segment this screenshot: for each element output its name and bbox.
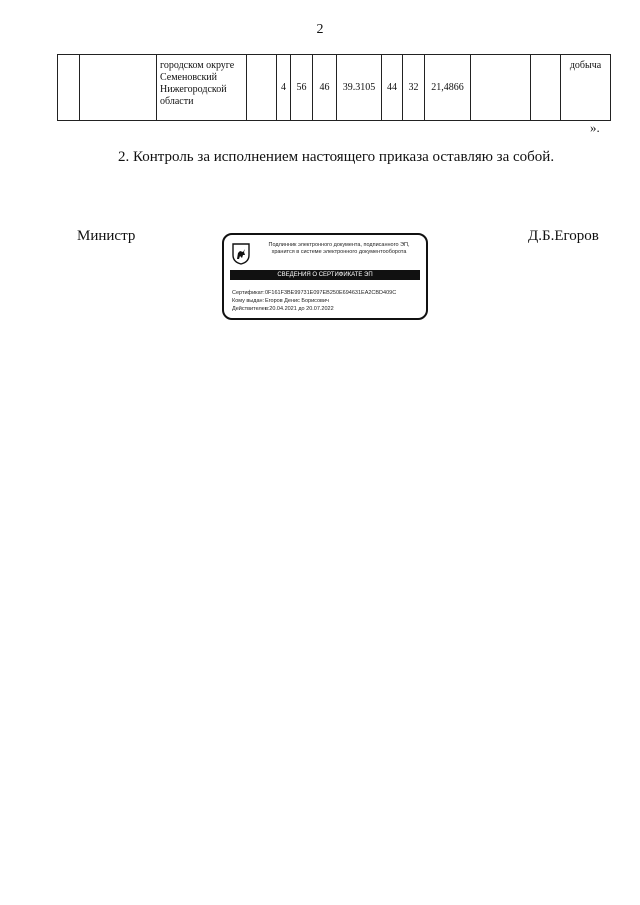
- ep-cert-value: 0F161F3BE99731E097EB250E694631EA2CBD409C: [265, 290, 397, 296]
- table-cell-empty: [471, 55, 531, 121]
- ep-cert-label: Сертификат:: [232, 290, 265, 296]
- page-number: 2: [316, 22, 324, 37]
- table-cell-district: [157, 55, 247, 121]
- ep-notice-line: Подлинник электронного документа, подписанного ЭП,: [268, 242, 410, 248]
- table-row: [58, 55, 611, 121]
- ep-certificate-line: [232, 290, 396, 297]
- table-cell-value: 39.3105: [337, 55, 382, 121]
- table-cell-note: добыча: [561, 55, 611, 121]
- ep-valid-label: Действителен:: [232, 306, 270, 312]
- table-cell-empty: [80, 55, 157, 121]
- table-cell-value: 46: [313, 55, 337, 121]
- e-signature-stamp: [222, 233, 428, 320]
- ep-issued-label: Кому выдан:: [232, 298, 265, 304]
- table-cell-empty: [531, 55, 561, 121]
- paragraph-2: 2. Контроль за исполнением настоящего приказа оставляю за собой.: [118, 149, 555, 165]
- ep-valid-value: с 20.04.2021 до 20.07.2022: [265, 306, 334, 312]
- district-line: Семеновский: [160, 72, 218, 83]
- ep-valid-line: [232, 306, 334, 313]
- table-cell-value: 4: [277, 55, 291, 121]
- ep-issued-line: [232, 298, 329, 305]
- signatory-title: Министр: [77, 228, 136, 244]
- table-cell-empty: [247, 55, 277, 121]
- coat-of-arms-icon: [231, 243, 251, 265]
- signatory-name: Д.Б.Егоров: [528, 228, 599, 244]
- table-cell-empty: [58, 55, 80, 121]
- ep-notice-line: хранится в системе электронного документооборота: [271, 249, 407, 255]
- continuation-table: [57, 54, 611, 121]
- table-cell-value: 44: [382, 55, 403, 121]
- district-line: Нижегородской: [160, 84, 227, 95]
- table-cell-value: 56: [291, 55, 313, 121]
- district-line: городском округе: [160, 60, 235, 71]
- table-cell-value: 21,4866: [425, 55, 471, 121]
- district-line: области: [160, 96, 194, 107]
- ep-header: СВЕДЕНИЯ О СЕРТИФИКАТЕ ЭП: [230, 270, 420, 280]
- closing-quote: ».: [590, 120, 600, 135]
- ep-issued-value: Егоров Денис Борисович: [265, 298, 329, 304]
- table-cell-value: 32: [403, 55, 425, 121]
- ep-notice: [256, 242, 422, 256]
